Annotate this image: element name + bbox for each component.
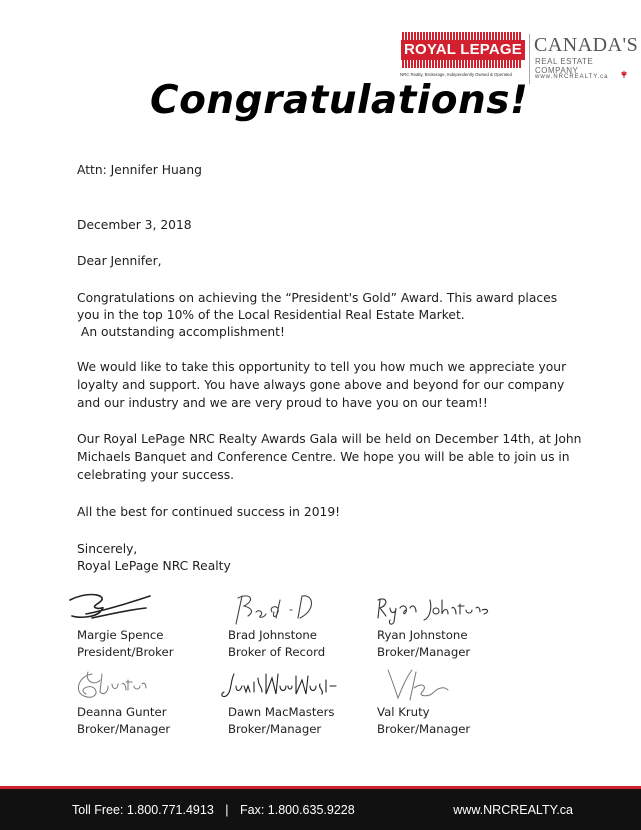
footer-website: www.NRCREALTY.ca: [453, 803, 573, 817]
signatory-name: Dawn MacMasters: [228, 705, 335, 719]
maple-leaf-icon: [620, 70, 628, 78]
signatory-title: Broker/Manager: [228, 722, 322, 736]
closing-line: All the best for continued success in 2019!: [77, 505, 341, 519]
paragraph-1-line-1: Congratulations on achieving the “President's Gold” Award. This award places: [77, 291, 558, 305]
logo-url: www.NRCREALTY.ca: [535, 74, 609, 80]
signatory-name: Margie Spence: [77, 628, 164, 642]
congratulations-heading: Congratulations!: [150, 78, 529, 123]
signatory-name: Val Kruty: [377, 705, 430, 719]
logo-tagline: NRC Realty, Brokerage, Independently Owned & Operated: [400, 72, 512, 77]
signatory-title: Broker of Record: [228, 645, 326, 659]
logo-top-stripes: [402, 32, 522, 40]
signatory-name: Deanna Gunter: [77, 705, 167, 719]
footer-bar: [0, 786, 641, 830]
footer-separator: |: [225, 803, 229, 817]
signatory-title: Broker/Manager: [77, 722, 171, 736]
paragraph-2-line-2: loyalty and support. You have always gone above and beyond for our company: [77, 378, 565, 392]
signatory-name: Ryan Johnstone: [377, 628, 468, 642]
paragraph-3-line-1: Our Royal LePage NRC Realty Awards Gala will be held on December 14th, at John: [77, 432, 582, 446]
logo-brand-text: ROYAL LEPAGE: [401, 40, 525, 60]
signatory-name: Brad Johnstone: [228, 628, 317, 642]
paragraph-3-line-2: Michaels Banquet and Conference Centre. We hope you will be able to join us in: [77, 450, 570, 464]
signatory-title: Broker/Manager: [377, 722, 471, 736]
logo-bottom-stripes: [402, 60, 522, 68]
signoff: Sincerely,: [77, 542, 138, 556]
signoff-organization: Royal LePage NRC Realty: [77, 559, 231, 573]
paragraph-3-line-3: celebrating your success.: [77, 468, 235, 482]
paragraph-1-line-2: you in the top 10% of the Local Residential Real Estate Market.: [77, 308, 465, 322]
signatory-title: President/Broker: [77, 645, 174, 659]
signature-val-kruty: [378, 664, 458, 706]
salutation: Dear Jennifer,: [77, 254, 162, 268]
signature-margie-spence: [66, 588, 156, 628]
signature-ryan-johnstone: [372, 594, 496, 628]
letter-date: December 3, 2018: [77, 218, 192, 232]
attention-line: Attn: Jennifer Huang: [77, 163, 202, 177]
paragraph-1-line-3: An outstanding accomplishment!: [77, 325, 285, 339]
paragraph-2-line-1: We would like to take this opportunity to tell you how much we appreciate your: [77, 360, 567, 374]
logo-country: CANADA'S: [534, 34, 639, 56]
signature-deanna-gunter: [70, 666, 150, 704]
signatory-title: Broker/Manager: [377, 645, 471, 659]
signature-brad-johnstone: [228, 590, 328, 628]
logo-company: REAL ESTATE COMPANY: [535, 57, 594, 75]
footer-contact: [72, 803, 355, 817]
toll-free-number: Toll Free: 1.800.771.4913: [72, 803, 214, 817]
paragraph-2-line-3: and our industry and we are very proud to have you on our team!!: [77, 396, 488, 410]
logo-divider: [529, 34, 530, 84]
signature-dawn-macmasters: [218, 668, 342, 702]
fax-number: Fax: 1.800.635.9228: [240, 803, 355, 817]
